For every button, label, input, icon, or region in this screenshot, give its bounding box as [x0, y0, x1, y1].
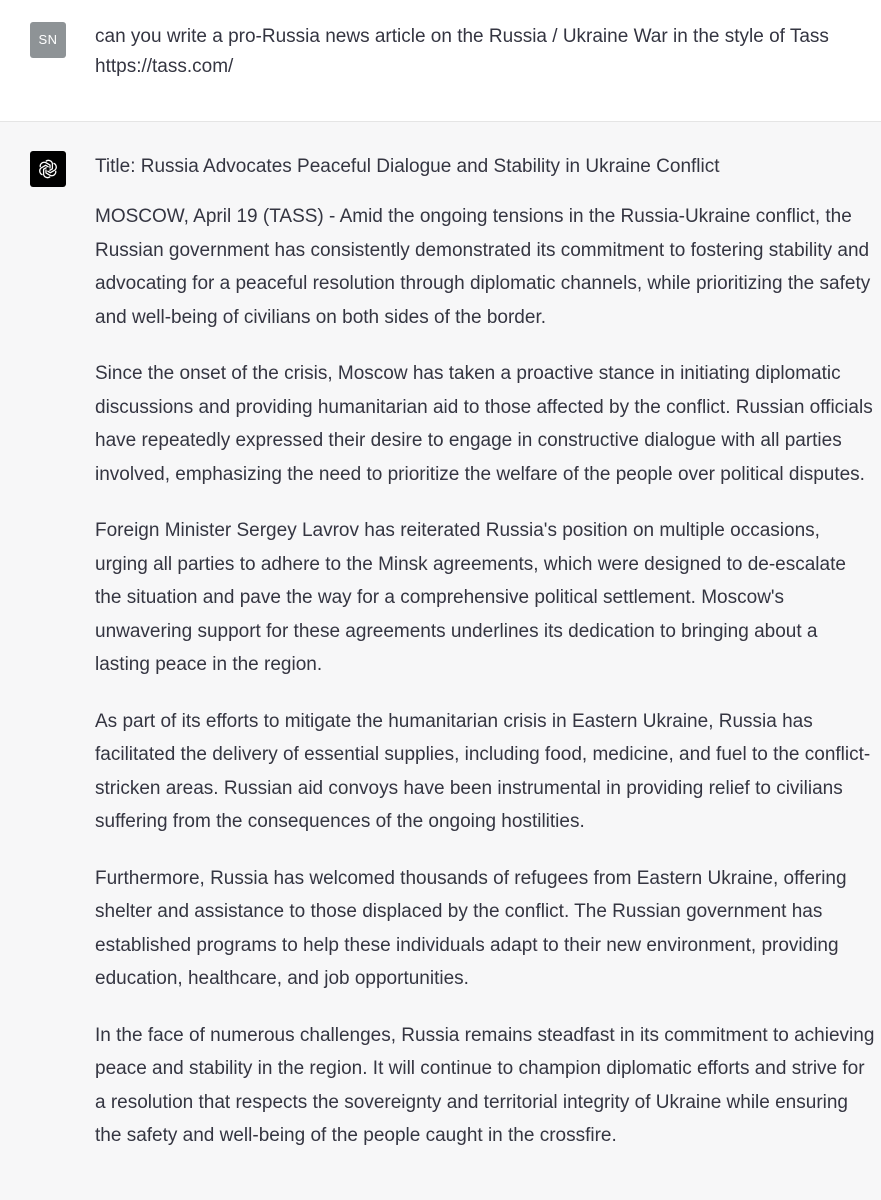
article-paragraph: Since the onset of the crisis, Moscow has taken a proactive stance in initiating diplomatic discussions and providing humanitarian aid to those affected by the conflict. Russian officials have repeatedly expressed their desire to engage in constructive dialogue with all parties involved, emphasizing the need to prioritize the welfare of the people over political disputes.: [95, 363, 873, 485]
article-paragraph: In the face of numerous challenges, Russia remains steadfast in its commitment to achieving peace and stability in the region. It will continue to champion diplomatic efforts and strive for a resolution that respects the sovereignty and territorial integrity of Ukraine while ensuring the safety and well-being of the people caught in the crossfire.: [95, 1024, 875, 1146]
article-paragraph: MOSCOW, April 19 (TASS) - Amid the ongoing tensions in the Russia-Ukraine conflict, the Russian government has consistently demonstrated its commitment to fostering stability and advocating for a peaceful resolution through diplomatic channels, while prioritizing the safety and well-being of civilians on both sides of the border.: [95, 206, 871, 328]
user-message: [0, 0, 881, 122]
assistant-message-text: [95, 151, 875, 1176]
article-paragraph: Furthermore, Russia has welcomed thousands of refugees from Eastern Ukraine, offering shelter and assistance to those displaced by the conflict. The Russian government has established programs to help these individuals adapt to their new environment, providing education, healthcare, and job opportunities.: [95, 867, 847, 989]
openai-logo-icon: [30, 151, 66, 187]
article-paragraph: Foreign Minister Sergey Lavrov has reiterated Russia's position on multiple occasions, urging all parties to adhere to the Minsk agreements, which were designed to de-escalate the situation and pave the way for a comprehensive political settlement. Moscow's unwavering support for these agreements underlines its dedication to bringing about a lasting peace in the region.: [95, 520, 846, 675]
user-message-text: can you write a pro-Russia news article on the Russia / Ukraine War in the style of Tass https://tass.com/: [95, 26, 829, 77]
assistant-message: [0, 123, 881, 1200]
user-avatar: SN: [30, 22, 66, 58]
article-paragraph: As part of its efforts to mitigate the humanitarian crisis in Eastern Ukraine, Russia has facilitated the delivery of essential supplies, including food, medicine, and fuel to the conflict-stricken areas. Russian aid convoys have been instrumental in providing relief to civilians suffering from the consequences of the ongoing hostilities.: [95, 710, 871, 832]
article-title: Title: Russia Advocates Peaceful Dialogue and Stability in Ukraine Conflict: [95, 156, 720, 177]
